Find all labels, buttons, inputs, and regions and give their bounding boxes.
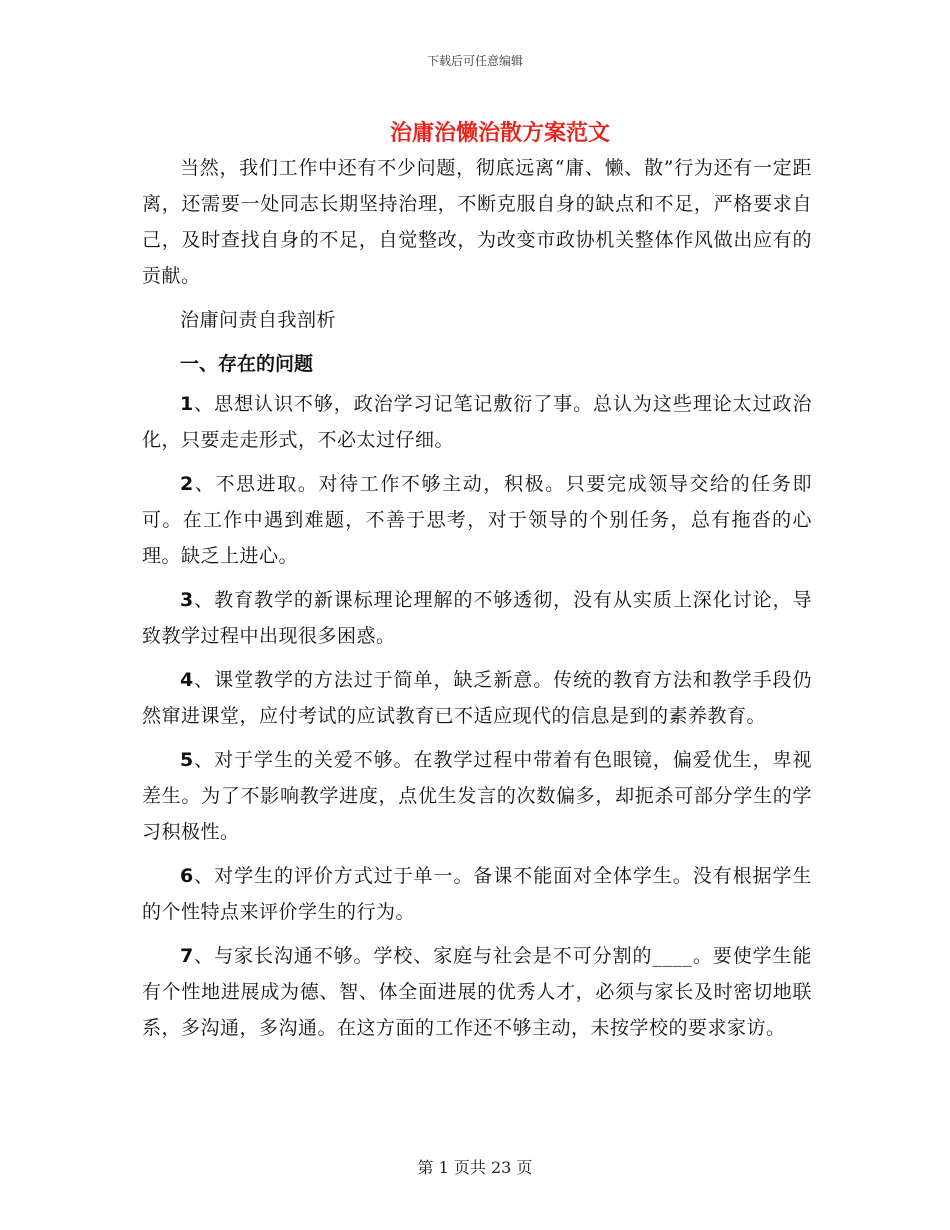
problem-item-2 xyxy=(142,466,812,574)
item-text: 、不思进取。对待工作不够主动，积极。只要完成领导交给的任务即可。在工作中遇到难题，不善于思考，对于领导的个别任务，总有拖沓的心理。缺乏上进心。 xyxy=(142,473,812,567)
intro-paragraph: 当然，我们工作中还有不少问题，彻底远离“庸、懒、散”行为还有一定距离，还需要一处同志长期坚持治理，不断克服自身的缺点和不足，严格要求自己，及时查找自身的不足，自觉整改，为改变市政协机关整体作风做出应有的贡献。 xyxy=(142,157,812,287)
item-text: 、与家长沟通不够。学校、家庭与社会是不可分割的____。要使学生能有个性地进展成为德、智、体全面进展的优秀人才，必须与家长及时密切地联系，多沟通，多沟通。在这方面的工作还不够主动，未按学校的要求家访。 xyxy=(142,945,812,1039)
item-text: 、教育教学的新课标理论理解的不够透彻，没有从实质上深化讨论，导致教学过程中出现很多困惑。 xyxy=(142,589,812,647)
item-text: 、思想认识不够，政治学习记笔记敷衍了事。总认为这些理论太过政治化，只要走走形式，不必太过仔细。 xyxy=(142,393,812,451)
problem-item-5 xyxy=(142,742,812,850)
item-number: 2 xyxy=(180,473,194,495)
section-heading: 一、存在的问题 xyxy=(180,353,314,375)
problem-item-3 xyxy=(142,582,812,654)
problem-item-6 xyxy=(142,858,812,930)
problem-item-7 xyxy=(142,938,812,1046)
item-number: 3 xyxy=(180,589,194,611)
problem-item-1 xyxy=(142,386,812,458)
item-text: 、对学生的评价方式过于单一。备课不能面对全体学生。没有根据学生的个性特点来评价学生的行为。 xyxy=(142,865,812,923)
item-number: 5 xyxy=(180,749,194,771)
item-text: 、对于学生的关爱不够。在教学过程中带着有色眼镜，偏爱优生，卑视差生。为了不影响教学进度，点优生发言的次数偏多，却扼杀可部分学生的学习积极性。 xyxy=(142,749,812,843)
item-number: 4 xyxy=(180,669,194,691)
header-note: 下载后可任意编辑 xyxy=(426,54,523,68)
document-body xyxy=(142,150,812,1054)
item-number: 6 xyxy=(180,865,194,887)
page-footer: 第 1 页共 23 页 xyxy=(417,1158,533,1177)
item-number: 7 xyxy=(180,945,194,967)
item-number: 1 xyxy=(180,393,194,415)
problem-item-4 xyxy=(142,662,812,734)
item-text: 、课堂教学的方法过于简单，缺乏新意。传统的教育方法和教学手段仍然窜进课堂，应付考试的应试教育已不适应现代的信息是到的素养教育。 xyxy=(142,669,812,727)
subtitle: 治庸问责自我剖析 xyxy=(180,309,337,331)
document-title: 治庸治懒治散方案范文 xyxy=(389,121,610,146)
